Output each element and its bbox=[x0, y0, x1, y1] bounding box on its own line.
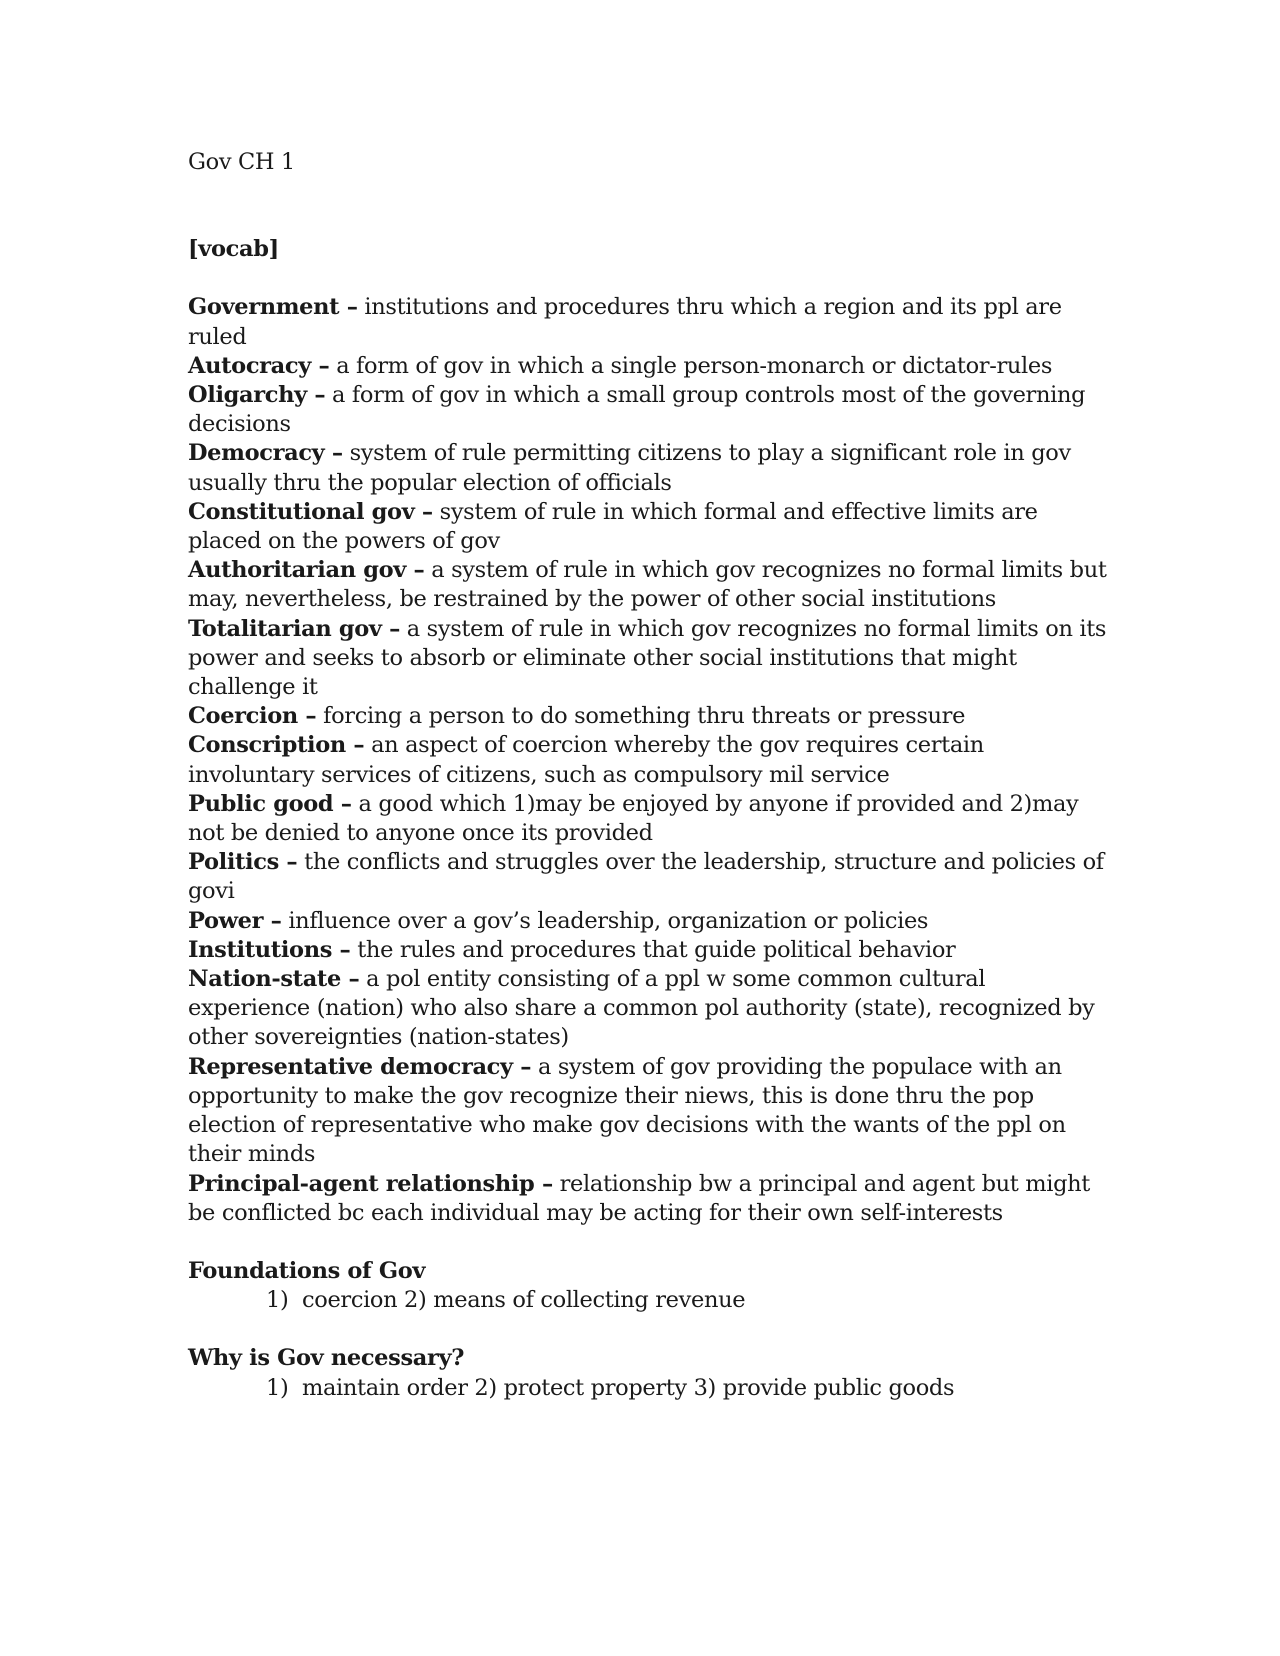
vocab-dash: – bbox=[305, 703, 317, 730]
vocab-term-text: Autocracy bbox=[188, 352, 311, 379]
vocab-entry bbox=[188, 498, 1108, 556]
vocab-entry bbox=[188, 1170, 1108, 1228]
vocab-dash: – bbox=[421, 498, 433, 525]
vocab-definition: influence over a gov’s leadership, organization or policies bbox=[288, 907, 929, 934]
vocab-dash: – bbox=[346, 294, 358, 321]
vocab-term bbox=[188, 703, 316, 729]
vocab-term bbox=[188, 966, 359, 992]
vocab-dash: – bbox=[331, 440, 343, 467]
vocab-term bbox=[188, 1171, 553, 1197]
vocab-term-text: Nation-state bbox=[188, 966, 341, 993]
vocab-term-text: Totalitarian gov bbox=[188, 615, 382, 642]
vocab-term bbox=[188, 1054, 531, 1080]
vocab-dash: – bbox=[541, 1170, 553, 1197]
vocab-term bbox=[188, 937, 350, 963]
vocab-dash: – bbox=[286, 849, 298, 876]
why-item-number: 1) bbox=[266, 1374, 289, 1401]
vocab-entry bbox=[188, 1053, 1108, 1170]
vocab-definition: system of rule in which formal and effective limits are placed on the powers of gov bbox=[188, 498, 1038, 555]
vocab-entry bbox=[188, 790, 1108, 848]
vocab-dash: – bbox=[339, 936, 351, 963]
vocab-entry bbox=[188, 615, 1108, 703]
vocab-term bbox=[188, 616, 400, 642]
why-heading: Why is Gov necessary? bbox=[188, 1345, 465, 1372]
why-item bbox=[188, 1374, 1108, 1403]
vocab-dash: – bbox=[318, 352, 330, 379]
vocab-term-text: Politics bbox=[188, 849, 279, 876]
vocab-dash: – bbox=[348, 966, 360, 993]
vocab-term-text: Institutions bbox=[188, 936, 333, 963]
vocab-term bbox=[188, 557, 424, 583]
vocab-definition: the conflicts and struggles over the leadership, structure and policies of govi bbox=[188, 849, 1104, 905]
vocab-definition: a pol entity consisting of a ppl w some common cultural experience (nation) who also share a common pol authority (state), recognized by other sovereignties (nation-states) bbox=[188, 966, 1095, 1051]
vocab-definition: a system of gov providing the populace with an opportunity to make the gov recognize their niews, this is done thru the pop election of representative who make gov decisions with the wants of the ppl on their minds bbox=[188, 1053, 1066, 1168]
vocab-definition: forcing a person to do something thru threats or pressure bbox=[323, 703, 966, 730]
foundations-item-number: 1) bbox=[266, 1287, 289, 1314]
vocab-entry bbox=[188, 381, 1108, 439]
vocab-definition: a system of rule in which gov recognizes no formal limits but may, nevertheless, be restrained by the power of other social institutions bbox=[188, 557, 1107, 613]
vocab-term bbox=[188, 382, 325, 408]
vocab-definition: system of rule permitting citizens to play a significant role in gov usually thru the popular election of officials bbox=[188, 440, 1071, 496]
vocab-term bbox=[188, 908, 282, 934]
vocab-definition: relationship bw a principal and agent but might be conflicted bc each individual may be acting for their own self-interests bbox=[188, 1170, 1090, 1226]
vocab-term bbox=[188, 294, 358, 320]
vocab-definition: institutions and procedures thru which a region and its ppl are ruled bbox=[188, 294, 1062, 350]
vocab-definition: a good which 1)may be enjoyed by anyone if provided and 2)may not be denied to anyone once its provided bbox=[188, 790, 1079, 847]
vocab-term bbox=[188, 440, 343, 466]
vocab-term bbox=[188, 791, 352, 817]
vocab-entry bbox=[188, 352, 1108, 381]
vocab-term-text: Power bbox=[188, 907, 264, 934]
vocab-term-text: Principal-agent relationship bbox=[188, 1170, 535, 1197]
vocab-entry bbox=[188, 731, 1108, 789]
vocab-entry bbox=[188, 848, 1108, 906]
vocab-definition: a system of rule in which gov recognizes no formal limits on its power and seeks to absorb or eliminate other social institutions that might challenge it bbox=[188, 615, 1107, 701]
vocab-entry bbox=[188, 936, 1108, 965]
vocab-entry bbox=[188, 907, 1108, 936]
foundations-item bbox=[188, 1286, 1108, 1315]
vocab-heading: [vocab] bbox=[188, 236, 279, 263]
vocab-term-text: Authoritarian gov bbox=[188, 557, 406, 584]
foundations-heading: Foundations of Gov bbox=[188, 1257, 426, 1284]
vocab-dash: – bbox=[270, 907, 282, 934]
vocab-entry bbox=[188, 556, 1108, 614]
vocab-dash: – bbox=[389, 615, 400, 642]
vocab-entry bbox=[188, 702, 1108, 731]
vocab-entry bbox=[188, 965, 1108, 1053]
vocab-term-text: Coercion bbox=[188, 703, 298, 730]
vocab-dash: – bbox=[340, 790, 352, 817]
vocab-term-text: Oligarchy bbox=[188, 382, 307, 409]
vocab-term bbox=[188, 353, 329, 379]
vocab-dash: – bbox=[353, 732, 365, 759]
vocab-term bbox=[188, 849, 297, 875]
vocab-dash: – bbox=[413, 557, 425, 584]
vocab-entry bbox=[188, 439, 1108, 497]
vocab-dash: – bbox=[314, 382, 326, 409]
vocab-definition: a form of gov in which a single person-monarch or dictator-rules bbox=[336, 352, 1053, 379]
why-item-text: maintain order 2) protect property 3) provide public goods bbox=[302, 1374, 955, 1401]
vocab-term bbox=[188, 732, 364, 758]
vocab-dash: – bbox=[520, 1053, 532, 1080]
vocab-term-text: Conscription bbox=[188, 732, 346, 759]
vocab-definition: the rules and procedures that guide political behavior bbox=[357, 936, 956, 963]
vocab-definition: a form of gov in which a small group controls most of the governing decisions bbox=[188, 382, 1086, 438]
vocab-term-text: Representative democracy bbox=[188, 1053, 513, 1080]
vocab-entry bbox=[188, 293, 1108, 351]
foundations-item-text: coercion 2) means of collecting revenue bbox=[302, 1287, 746, 1314]
vocab-term-text: Constitutional gov bbox=[188, 498, 415, 525]
vocab-list bbox=[188, 293, 1108, 1228]
vocab-definition: an aspect of coercion whereby the gov requires certain involuntary services of citizens, such as compulsory mil service bbox=[188, 732, 984, 788]
vocab-term-text: Democracy bbox=[188, 440, 325, 467]
vocab-term bbox=[188, 499, 433, 525]
vocab-term-text: Government bbox=[188, 294, 340, 321]
document-title: Gov CH 1 bbox=[188, 149, 295, 175]
vocab-term-text: Public good bbox=[188, 790, 334, 817]
document-body bbox=[188, 148, 1108, 1403]
